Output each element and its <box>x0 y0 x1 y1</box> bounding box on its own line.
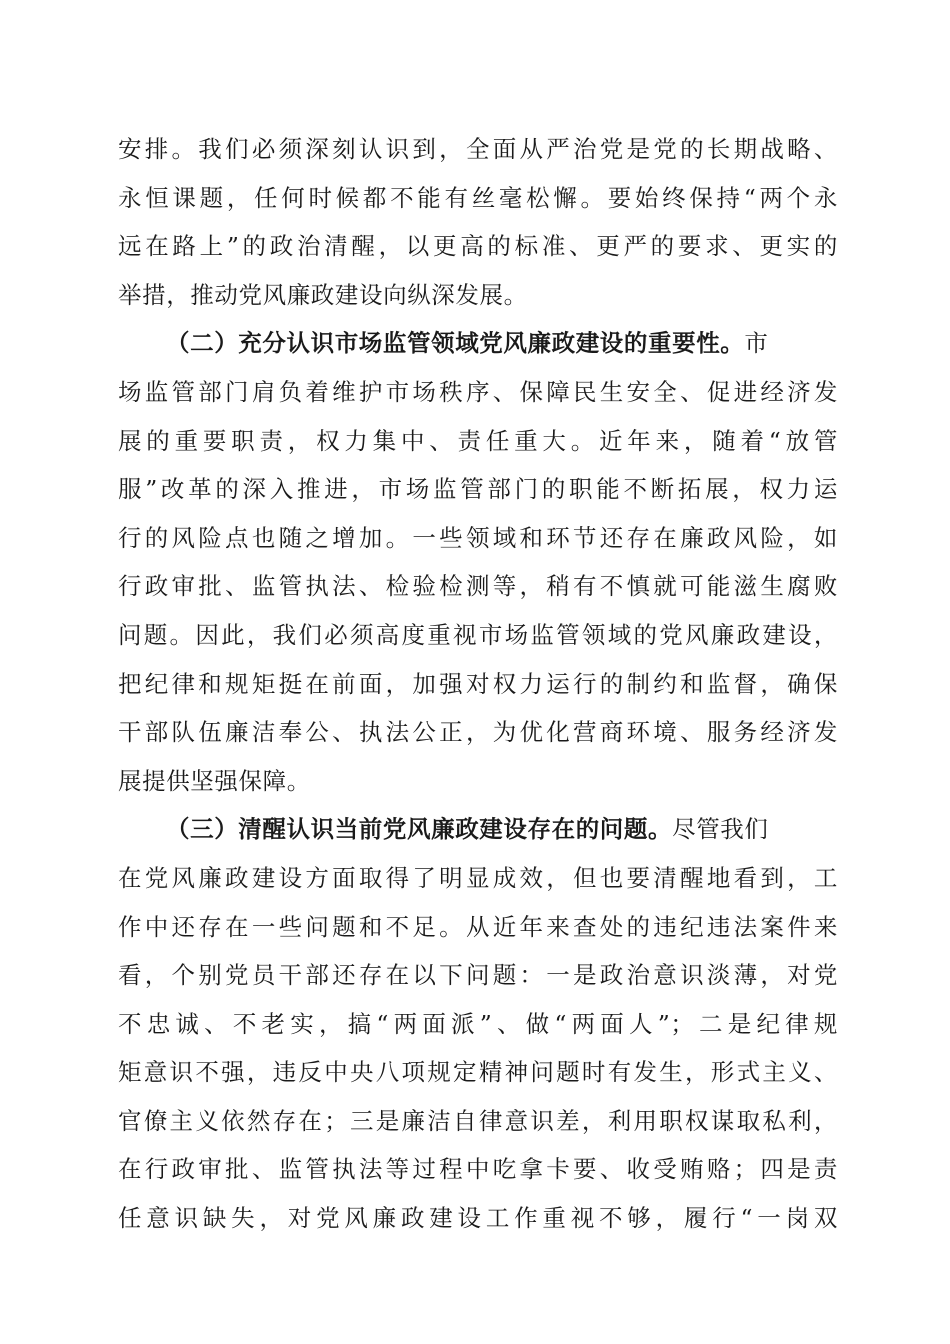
paragraph-3 <box>118 805 838 1242</box>
text-fragment: 市 <box>744 329 769 358</box>
heading-line <box>118 805 838 854</box>
text-line: 永恒课题，任何时候都不能有丝毫松懈。要始终保持“两个永 <box>118 183 838 212</box>
body-text <box>118 125 838 1243</box>
section-heading: （三）清醒认识当前党风廉政建设存在的问题。 <box>166 815 673 844</box>
paragraph-1 <box>118 125 838 319</box>
text-line: 任意识缺失，对党风廉政建设工作重视不够，履行“一岗双 <box>118 1204 838 1233</box>
heading-line <box>118 319 838 368</box>
text-line: 行政审批、监管执法、检验检测等，稍有不慎就可能滋生腐败 <box>118 572 838 601</box>
text-line: 举措，推动党风廉政建设向纵深发展。 <box>118 280 528 309</box>
text-line: 问题。因此，我们必须高度重视市场监管领域的党风廉政建设， <box>118 620 838 649</box>
text-line: 不忠诚、不老实，搞“两面派”、做“两面人”；二是纪律规 <box>118 1009 838 1038</box>
text-fragment: 尽管我们 <box>672 815 769 844</box>
text-line: 行的风险点也随之增加。一些领域和环节还存在廉政风险，如 <box>118 523 838 552</box>
text-line: 展提供坚强保障。 <box>118 766 311 795</box>
text-line: 作中还存在一些问题和不足。从近年来查处的违纪违法案件来 <box>118 912 838 941</box>
text-line: 看，个别党员干部还存在以下问题：一是政治意识淡薄，对党 <box>118 961 838 990</box>
text-line: 安排。我们必须深刻认识到，全面从严治党是党的长期战略、 <box>118 135 838 163</box>
section-heading: （二）充分认识市场监管领域党风廉政建设的重要性。 <box>166 329 745 358</box>
text-line: 干部队伍廉洁奉公、执法公正，为优化营商环境、服务经济发 <box>118 718 838 747</box>
text-line: 服”改革的深入推进，市场监管部门的职能不断拓展，权力运 <box>118 475 838 504</box>
text-line: 在行政审批、监管执法等过程中吃拿卡要、收受贿赂；四是责 <box>118 1155 838 1184</box>
text-line: 矩意识不强，违反中央八项规定精神问题时有发生，形式主义、 <box>118 1058 838 1087</box>
text-line: 远在路上”的政治清醒，以更高的标准、更严的要求、更实的 <box>118 232 838 261</box>
text-line: 在党风廉政建设方面取得了明显成效，但也要清醒地看到，工 <box>118 863 838 892</box>
text-line: 官僚主义依然存在；三是廉洁自律意识差，利用职权谋取私利， <box>118 1106 838 1135</box>
text-line: 场监管部门肩负着维护市场秩序、保障民生安全、促进经济发 <box>118 377 838 406</box>
text-line: 把纪律和规矩挺在前面，加强对权力运行的制约和监督，确保 <box>118 669 838 698</box>
text-line: 展的重要职责，权力集中、责任重大。近年来，随着“放管 <box>118 426 838 455</box>
paragraph-2 <box>118 319 838 805</box>
